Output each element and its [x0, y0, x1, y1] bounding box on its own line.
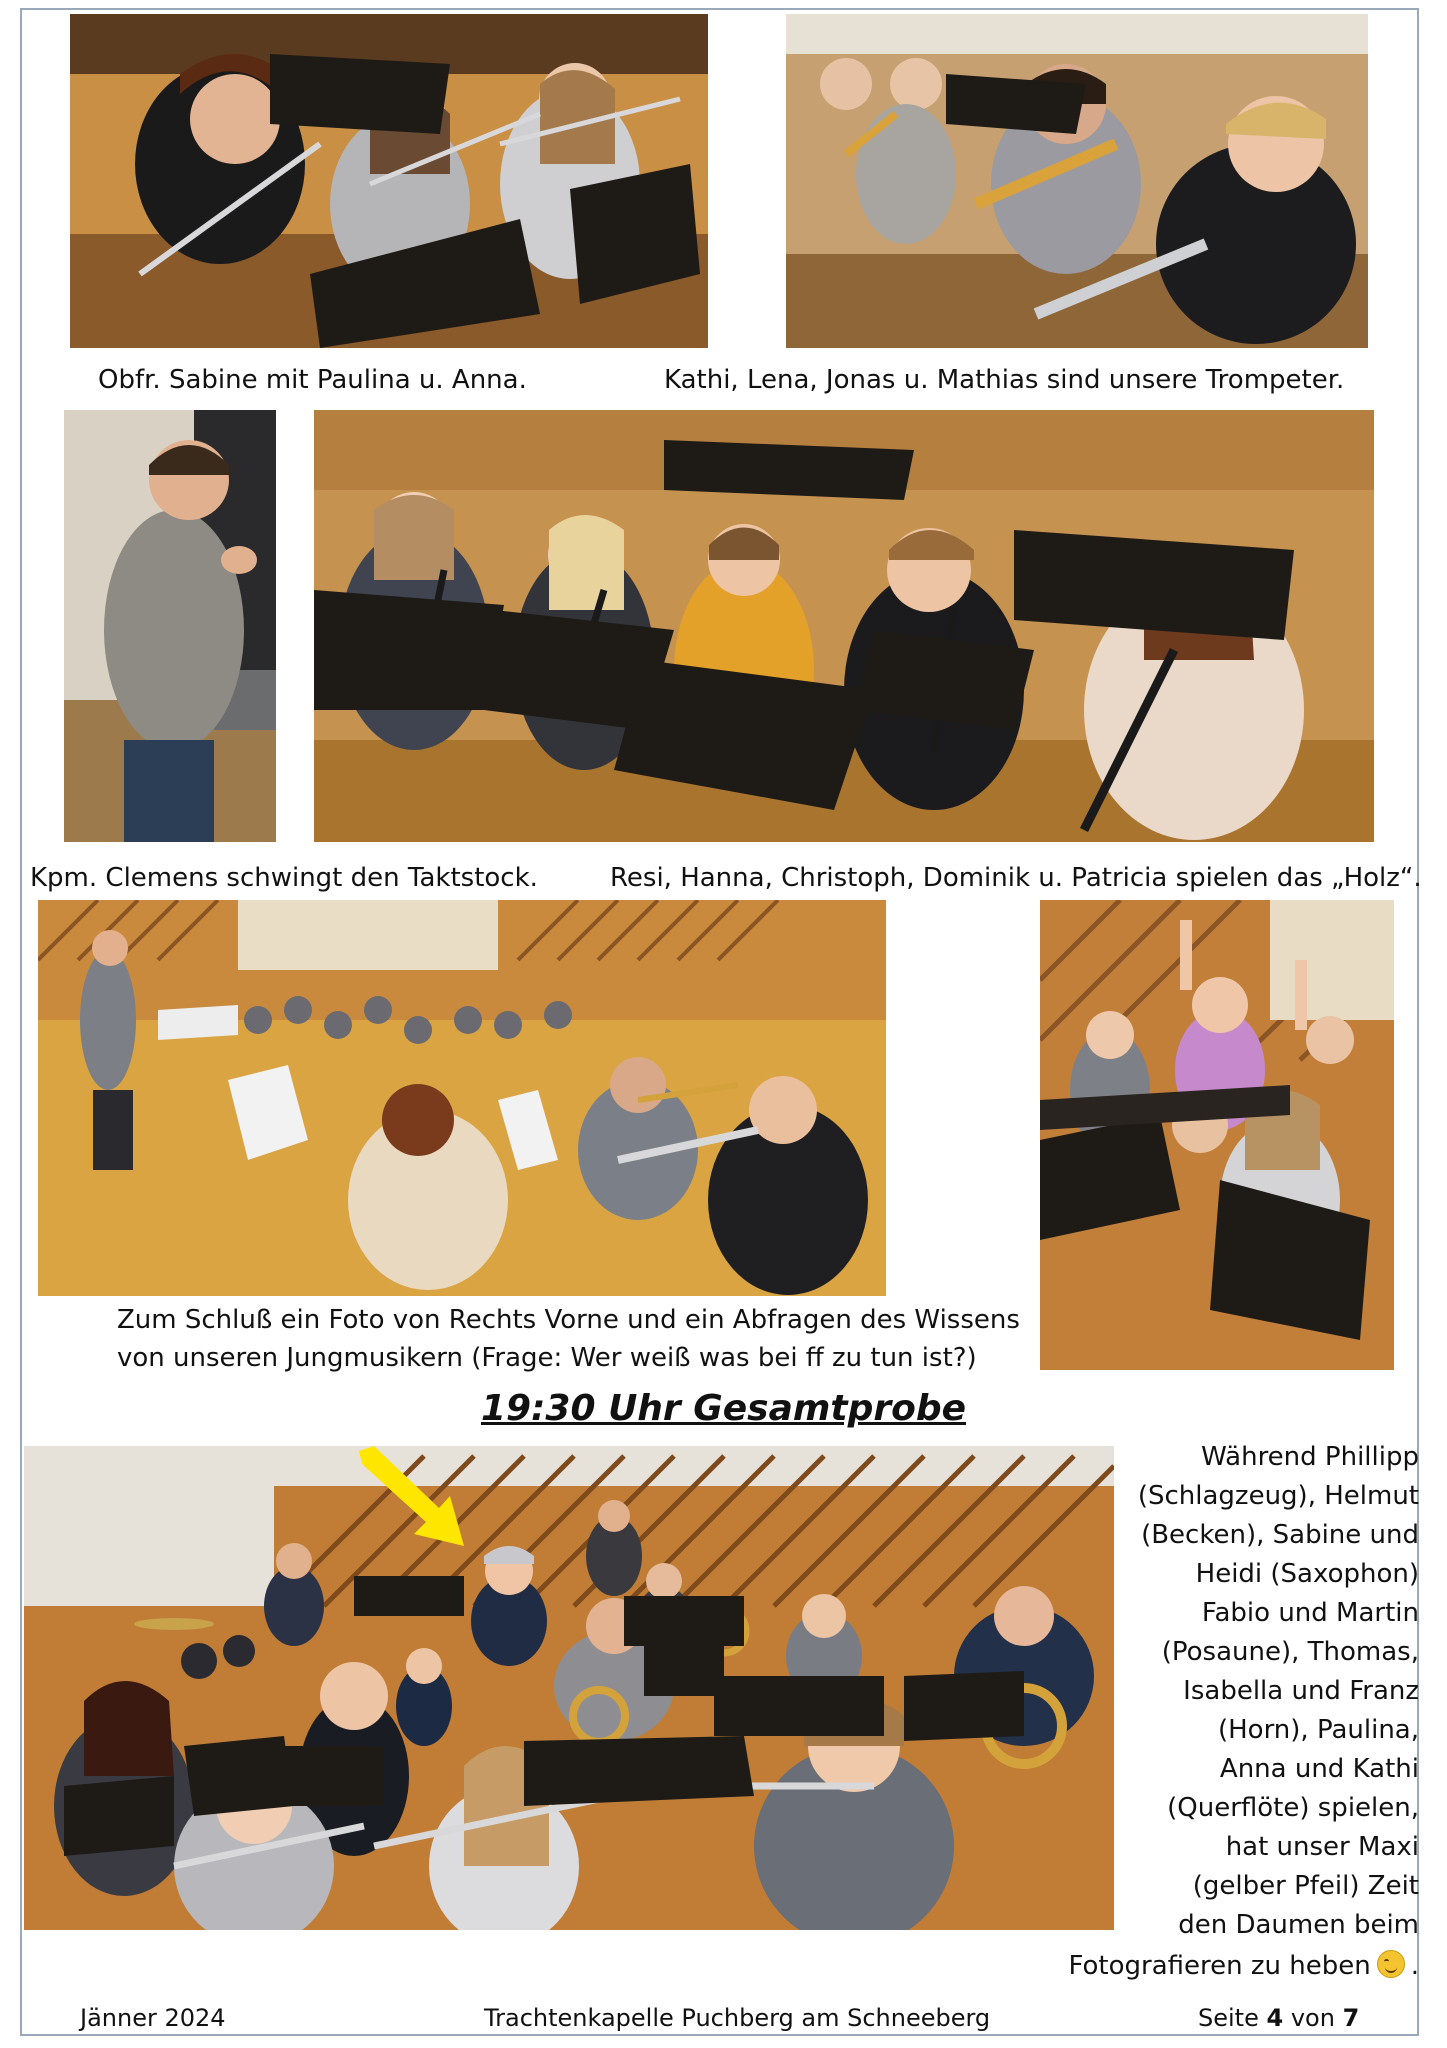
side-last-text: Fotografieren zu heben — [1068, 1951, 1371, 1981]
page-of: von — [1290, 2004, 1335, 2032]
yellow-arrow-icon — [354, 1446, 474, 1556]
photo-raised-hands — [1040, 900, 1394, 1370]
side-line: (Becken), Sabine und — [1141, 1520, 1419, 1550]
side-last-line — [1068, 1948, 1419, 1984]
side-line: Isabella und Franz — [1183, 1676, 1419, 1706]
side-line: (Schlagzeug), Helmut — [1137, 1481, 1419, 1511]
photo-rehearsal-overview — [38, 900, 886, 1296]
photo-trumpet-players — [786, 14, 1368, 348]
side-line: hat unser Maxi — [1225, 1832, 1419, 1862]
photo-full-rehearsal — [24, 1446, 1114, 1930]
page-prefix: Seite — [1198, 2004, 1259, 2032]
side-line: Anna und Kathi — [1219, 1754, 1419, 1784]
section-heading: 19:30 Uhr Gesamtprobe — [480, 1388, 967, 1429]
side-line: (gelber Pfeil) Zeit — [1192, 1871, 1419, 1901]
caption-trumpet-players: Kathi, Lena, Jonas u. Mathias sind unsere Trompeter. — [664, 365, 1345, 395]
side-last-period: . — [1410, 1951, 1419, 1981]
page-total: 7 — [1342, 2004, 1360, 2032]
caption-overview-line2: von unseren Jungmusikern (Frage: Wer weiß was bei ff zu tun ist?) — [117, 1343, 977, 1373]
caption-flute-players: Obfr. Sabine mit Paulina u. Anna. — [98, 365, 527, 395]
side-line: Während Phillipp — [1201, 1442, 1419, 1472]
photo-clarinet-players — [314, 410, 1374, 842]
side-line: (Posaune), Thomas, — [1161, 1637, 1419, 1667]
photo-flute-players — [70, 14, 708, 348]
footer-date: Jänner 2024 — [80, 2004, 226, 2032]
side-line: den Daumen beim — [1178, 1910, 1419, 1940]
side-line: Fabio und Martin — [1201, 1598, 1419, 1628]
winking-smiley-icon — [1377, 1950, 1405, 1978]
side-line: (Horn), Paulina, — [1217, 1715, 1419, 1745]
caption-clarinet-players: Resi, Hanna, Christoph, Dominik u. Patricia spielen das „Holz“. — [610, 863, 1422, 893]
photo-conductor — [64, 410, 276, 842]
caption-conductor: Kpm. Clemens schwingt den Taktstock. — [30, 863, 538, 893]
footer-page-number — [1198, 2004, 1359, 2032]
side-line: Heidi (Saxophon) — [1195, 1559, 1419, 1589]
caption-overview-line1: Zum Schluß ein Foto von Rechts Vorne und ein Abfragen des Wissens — [117, 1305, 1020, 1335]
side-line: (Querflöte) spielen, — [1167, 1793, 1419, 1823]
footer-organization: Trachtenkapelle Puchberg am Schneeberg — [484, 2004, 991, 2032]
page-current: 4 — [1266, 2004, 1284, 2032]
side-description — [1119, 1438, 1419, 1945]
